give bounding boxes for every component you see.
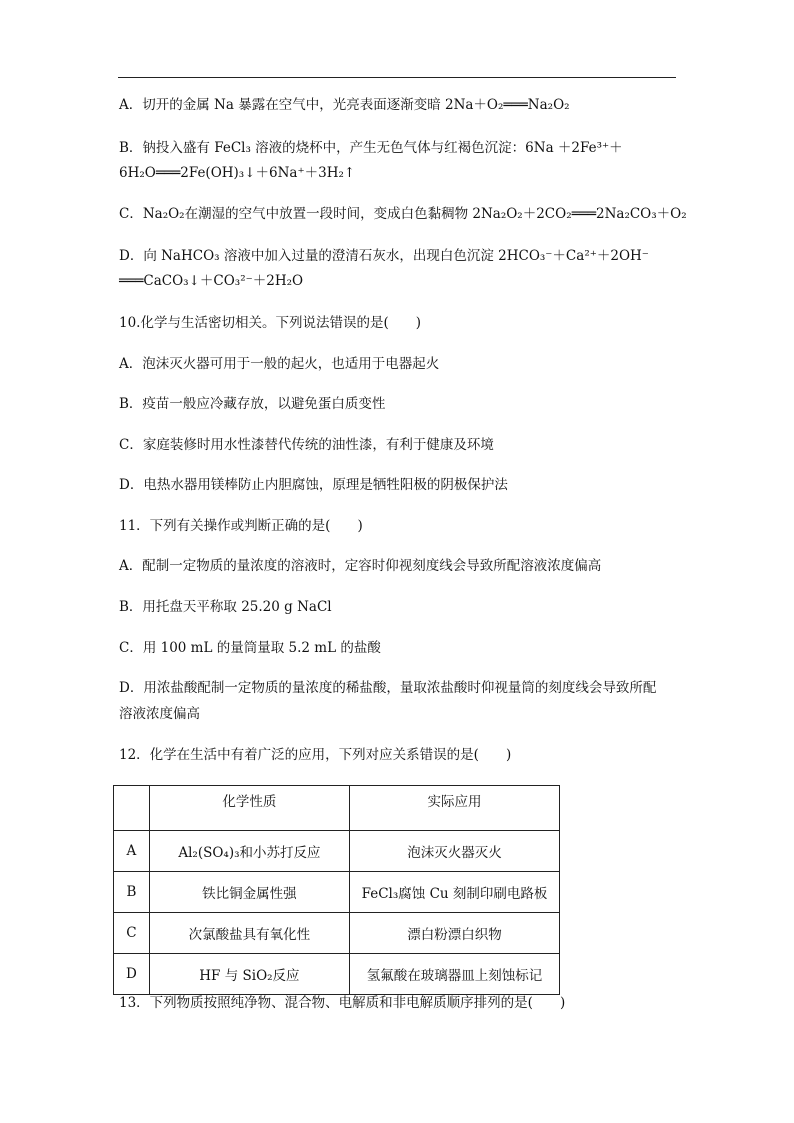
table-row: [114, 913, 560, 954]
option-d-q9: D．向 NaHCO₃ 溶液中加入过量的澄清石灰水，出现白色沉淀 2HCO₃⁻＋Ca²⁺＋2OH⁻: [119, 248, 649, 264]
option-b-q10: B．疫苗一般应冷藏存放，以避免蛋白质变性: [119, 396, 386, 412]
table-cell: 铁比铜金属性强: [149, 872, 349, 913]
option-c-q11: C．用 100 mL 的量筒量取 5.2 mL 的盐酸: [119, 640, 381, 656]
table-row: [114, 872, 560, 913]
option-b-q11: B．用托盘天平称取 25.20 g NaCl: [119, 599, 332, 615]
table-header-cell: 化学性质: [149, 786, 349, 831]
table-cell: D: [114, 954, 150, 995]
option-a-q9: A．切开的金属 Na 暴露在空气中，光亮表面逐渐变暗 2Na＋O₂═══Na₂O₂: [119, 97, 570, 113]
option-a-q10: A．泡沫灭火器可用于一般的起火，也适用于电器起火: [119, 356, 440, 372]
option-d-q10: D．电热水器用镁棒防止内胆腐蚀，原理是牺牲阳极的阴极保护法: [119, 477, 508, 493]
table-cell: 漂白粉漂白织物: [350, 913, 560, 954]
table-cell: Al₂(SO₄)₃和小苏打反应: [149, 831, 349, 872]
table-cell: A: [114, 831, 150, 872]
table-header-row: [114, 786, 560, 831]
option-d-q11-cont: 溶液浓度偏高: [119, 706, 200, 722]
table-row: [114, 954, 560, 995]
option-d-q9-cont: ═══CaCO₃↓＋CO₃²⁻＋2H₂O: [119, 273, 304, 289]
option-b-q9-cont: 6H₂O═══2Fe(OH)₃↓＋6Na⁺＋3H₂↑: [119, 165, 356, 181]
option-b-q9: B．钠投入盛有 FeCl₃ 溶液的烧杯中，产生无色气体与红褐色沉淀：6Na ＋2Fe³⁺＋: [119, 140, 623, 156]
question-12: 12．化学在生活中有着广泛的应用，下列对应关系错误的是( ): [119, 747, 512, 763]
question-11: 11．下列有关操作或判断正确的是( ): [119, 518, 363, 534]
question-12-table: [113, 785, 560, 995]
question-13: 13．下列物质按照纯净物、混合物、电解质和非电解质顺序排列的是( ): [119, 995, 566, 1011]
question-10: 10.化学与生活密切相关。下列说法错误的是( ): [119, 315, 422, 331]
option-c-q9: C．Na₂O₂在潮湿的空气中放置一段时间，变成白色黏稠物 2Na₂O₂＋2CO₂═══2Na₂CO₃＋O₂: [119, 206, 687, 222]
option-c-q10: C．家庭装修时用水性漆替代传统的油性漆，有利于健康及环境: [119, 437, 494, 453]
table-header-cell: 实际应用: [350, 786, 560, 831]
option-d-q11: D．用浓盐酸配制一定物质的量浓度的稀盐酸，量取浓盐酸时仰视量筒的刻度线会导致所配: [119, 680, 657, 696]
table-cell: 泡沫灭火器灭火: [350, 831, 560, 872]
table-cell: C: [114, 913, 150, 954]
table-cell: B: [114, 872, 150, 913]
table-header-cell: [114, 786, 150, 831]
table-cell: 氢氟酸在玻璃器皿上刻蚀标记: [350, 954, 560, 995]
table-cell: 次氯酸盐具有氧化性: [149, 913, 349, 954]
table-cell: FeCl₃腐蚀 Cu 刻制印刷电路板: [350, 872, 560, 913]
table-cell: HF 与 SiO₂反应: [149, 954, 349, 995]
option-a-q11: A．配制一定物质的量浓度的溶液时，定容时仰视刻度线会导致所配溶液浓度偏高: [119, 558, 602, 574]
table-row: [114, 831, 560, 872]
header-rule: [118, 77, 676, 78]
